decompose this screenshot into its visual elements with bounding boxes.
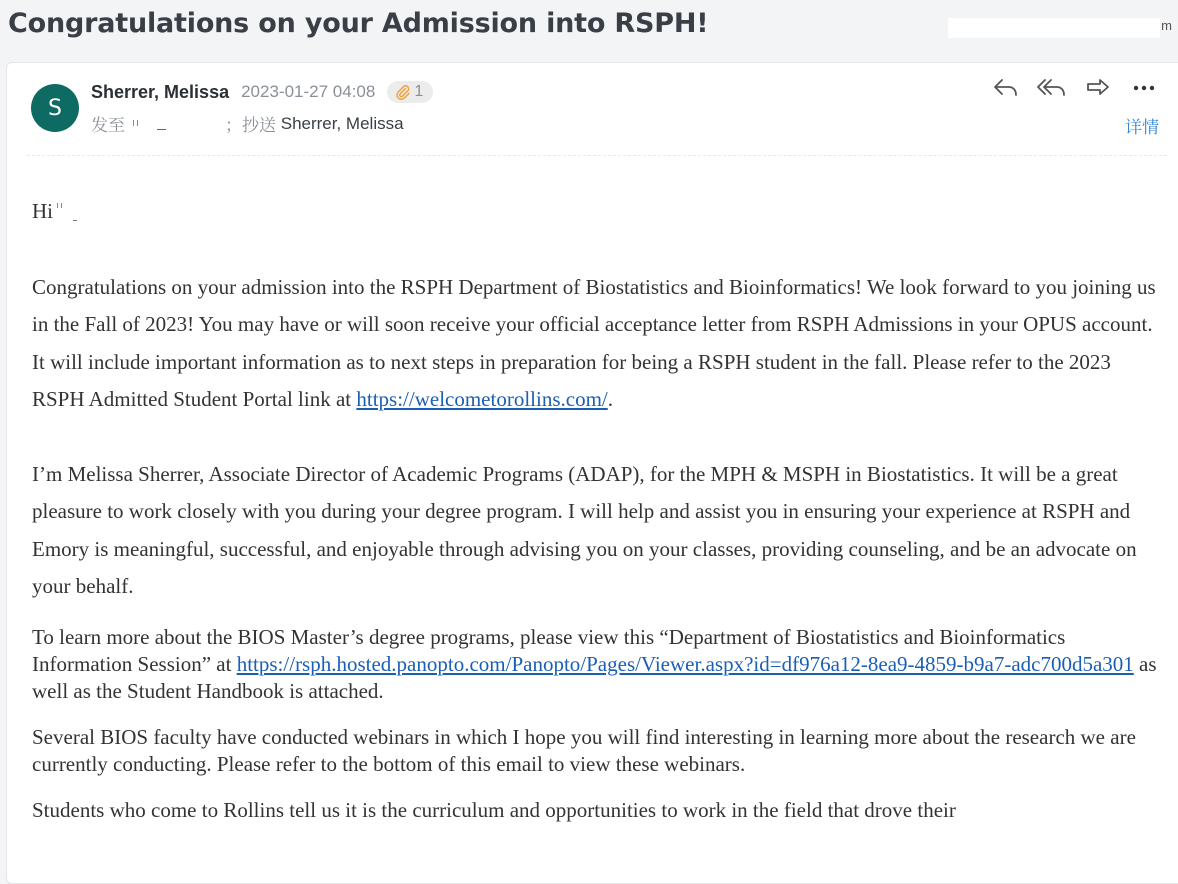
redacted-recipient-name xyxy=(53,203,93,223)
reply-icon[interactable] xyxy=(991,73,1021,103)
info-session-link[interactable]: https://rsph.hosted.panopto.com/Panopto/Pages/Viewer.aspx?id=df976a12-8ea9-4859-b9a7-adc700d5a301 xyxy=(236,651,1134,676)
greeting-paragraph xyxy=(32,193,1162,231)
greeting: Hi xyxy=(32,199,53,223)
paragraph-students: Students who come to Rollins tell us it is the curriculum and opportunities to work in the field that drove their xyxy=(32,797,956,822)
attachment-badge[interactable] xyxy=(387,81,433,103)
paragraph-info-session: To learn more about the BIOS Master’s degree programs, please view this “Department of Biostatistics and Bioinformatics Information Session” at https://rsph.hosted.panopto.com/Panopto/Pages/Viewer.aspx?id=df976a12-8ea9-4859-b9a7-adc700d5a301 as well as the Student Handbook is attached. xyxy=(32,624,1157,703)
portal-link[interactable]: https://welcometorollins.com/ xyxy=(356,387,608,411)
attachment-count: 1 xyxy=(414,83,424,100)
sent-timestamp: 2023-01-27 04:08 xyxy=(241,82,376,101)
cc-recipient-name[interactable]: Sherrer, Melissa xyxy=(280,113,404,133)
avatar[interactable]: S xyxy=(31,84,79,132)
email-actions xyxy=(991,73,1159,103)
forward-icon[interactable] xyxy=(1083,73,1113,103)
paperclip-icon xyxy=(395,84,411,100)
more-icon[interactable] xyxy=(1129,73,1159,103)
paragraph-introduction: I’m Melissa Sherrer, Associate Director of Academic Programs (ADAP), for the MPH & MSPH in Biostatistics. It will be a great pleasure to work closely with you during your degree program. I will help and assist you in ensuring your experience at RSPH and Emory is meaningful, successful, and enjoyable through advising you on your classes, providing counseling, and be an advocate on your behalf. xyxy=(32,461,1137,598)
details-link[interactable]: 详情 xyxy=(1125,118,1159,137)
redacted-recipient xyxy=(125,115,225,133)
redacted-account-area: m xyxy=(948,18,1160,38)
recipients-line xyxy=(91,111,404,136)
paragraph-info-session-text: To learn more about the BIOS Master’s degree programs, please view this “Department of Biostatistics and Bioinformatics Information Session” at xyxy=(32,624,1066,676)
paragraph-admission-text: Congratulations on your admission into the RSPH Department of Biostatistics and Bioinformatics! We look forward to you joining us in the Fall of 2023! You may have or will soon receive your official acceptance letter from RSPH Admissions in your OPUS account. It will include important information as to next steps in preparation for being a RSPH student in the fall. Please refer to the 2023 RSPH Admitted Student Portal link at xyxy=(32,274,1156,411)
paragraph-admission: Congratulations on your admission into the RSPH Department of Biostatistics and Bioinformatics! We look forward to you joining us in the Fall of 2023! You may have or will soon receive your official acceptance letter from RSPH Admissions in your OPUS account. It will include important information as to next steps in preparation for being a RSPH student in the fall. Please refer to the 2023 RSPH Admitted Student Portal link at https://welcometorollins.com/. xyxy=(32,274,1156,411)
sender-name[interactable]: Sherrer, Melissa xyxy=(91,81,230,102)
email-body xyxy=(32,193,1162,824)
paragraph-webinars: Several BIOS faculty have conducted webinars in which I hope you will find interesting in learning more about the research we are currently conducting. Please refer to the bottom of this email to view these webinars. xyxy=(32,724,1136,776)
sender-line xyxy=(91,81,433,103)
to-label: 发至 xyxy=(91,116,125,135)
email-subject: Congratulations on your Admission into RSPH! xyxy=(8,8,709,39)
header-divider xyxy=(27,155,1167,156)
email-card xyxy=(6,62,1178,884)
cc-label: ；抄送 xyxy=(225,116,276,135)
reply-all-icon[interactable] xyxy=(1037,73,1067,103)
